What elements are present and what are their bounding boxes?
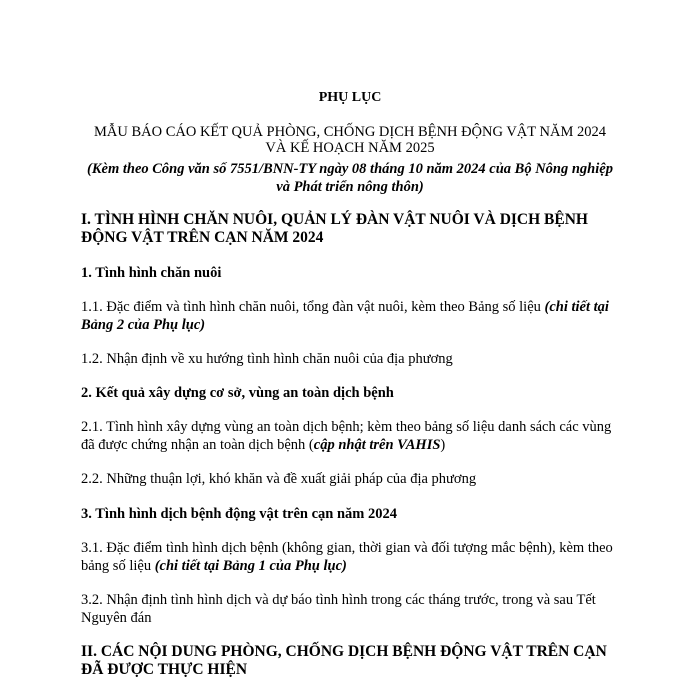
- section-2-heading: II. CÁC NỘI DUNG PHÒNG, CHỐNG DỊCH BỆNH ĐỘNG VẬT TRÊN CẠN ĐÃ ĐƯỢC THỰC HIỆN: [81, 643, 607, 678]
- subtitle-line-2: VÀ KẾ HOẠCH NĂM 2025: [265, 140, 435, 156]
- section-1-2-1-italic: cập nhật trên VAHIS: [313, 437, 441, 453]
- section-1-3-1-text: 3.1. Đặc điểm tình hình dịch bệnh (không gian, thời gian và đối tượng mắc bệnh), kèm theo bảng số liệu: [81, 540, 613, 574]
- section-1-3-1-paragraph: [81, 539, 621, 575]
- section-1-heading: I. TÌNH HÌNH CHĂN NUÔI, QUẢN LÝ ĐÀN VẬT NUÔI VÀ DỊCH BỆNH ĐỘNG VẬT TRÊN CẠN NĂM 2024: [81, 211, 588, 246]
- document-title: PHỤ LỤC: [318, 90, 382, 105]
- document-subtitle: [40, 124, 660, 156]
- section-1-3-2-paragraph: 3.2. Nhận định tình hình dịch và dự báo tình hình trong các tháng trước, trong và sau Tết Nguyên đán: [81, 592, 596, 626]
- note-line-2: và Phát triển nông thôn): [276, 179, 424, 195]
- section-1-2-2-paragraph: 2.2. Những thuận lợi, khó khăn và đề xuất giải pháp của địa phương: [81, 471, 477, 487]
- section-1-1-1-paragraph: [81, 298, 621, 334]
- section-1-1-1-text: 1.1. Đặc điểm và tình hình chăn nuôi, tổng đàn vật nuôi, kèm theo Bảng số liệu: [81, 299, 545, 315]
- note-line-1: (Kèm theo Công văn số 7551/BNN-TY ngày 08 tháng 10 năm 2024 của Bộ Nông nghiệp: [87, 161, 613, 177]
- section-1-3-1-italic: (chi tiết tại Bảng 1 của Phụ lục): [154, 558, 347, 574]
- section-1-2-1-end: ): [440, 437, 446, 453]
- section-1-1-1-italic: (chi tiết tại Bảng 2 của Phụ lục): [81, 299, 609, 333]
- section-1-1-heading: 1. Tình hình chăn nuôi: [81, 265, 222, 281]
- section-1-3-heading: 3. Tình hình dịch bệnh động vật trên cạn năm 2024: [81, 506, 397, 522]
- section-1-2-1-paragraph: [81, 418, 621, 454]
- document-note: [40, 160, 660, 196]
- section-1-1-2-paragraph: 1.2. Nhận định về xu hướng tình hình chăn nuôi của địa phương: [81, 351, 453, 367]
- section-1-2-heading: 2. Kết quả xây dựng cơ sở, vùng an toàn dịch bệnh: [81, 385, 394, 401]
- section-1-2-1-text: 2.1. Tình hình xây dựng vùng an toàn dịch bệnh; kèm theo bảng số liệu danh sách các vùng đã được chứng nhận an toàn dịch bệnh (: [81, 419, 612, 453]
- subtitle-line-1: MẪU BÁO CÁO KẾT QUẢ PHÒNG, CHỐNG DỊCH BỆNH ĐỘNG VẬT NĂM 2024: [94, 124, 606, 140]
